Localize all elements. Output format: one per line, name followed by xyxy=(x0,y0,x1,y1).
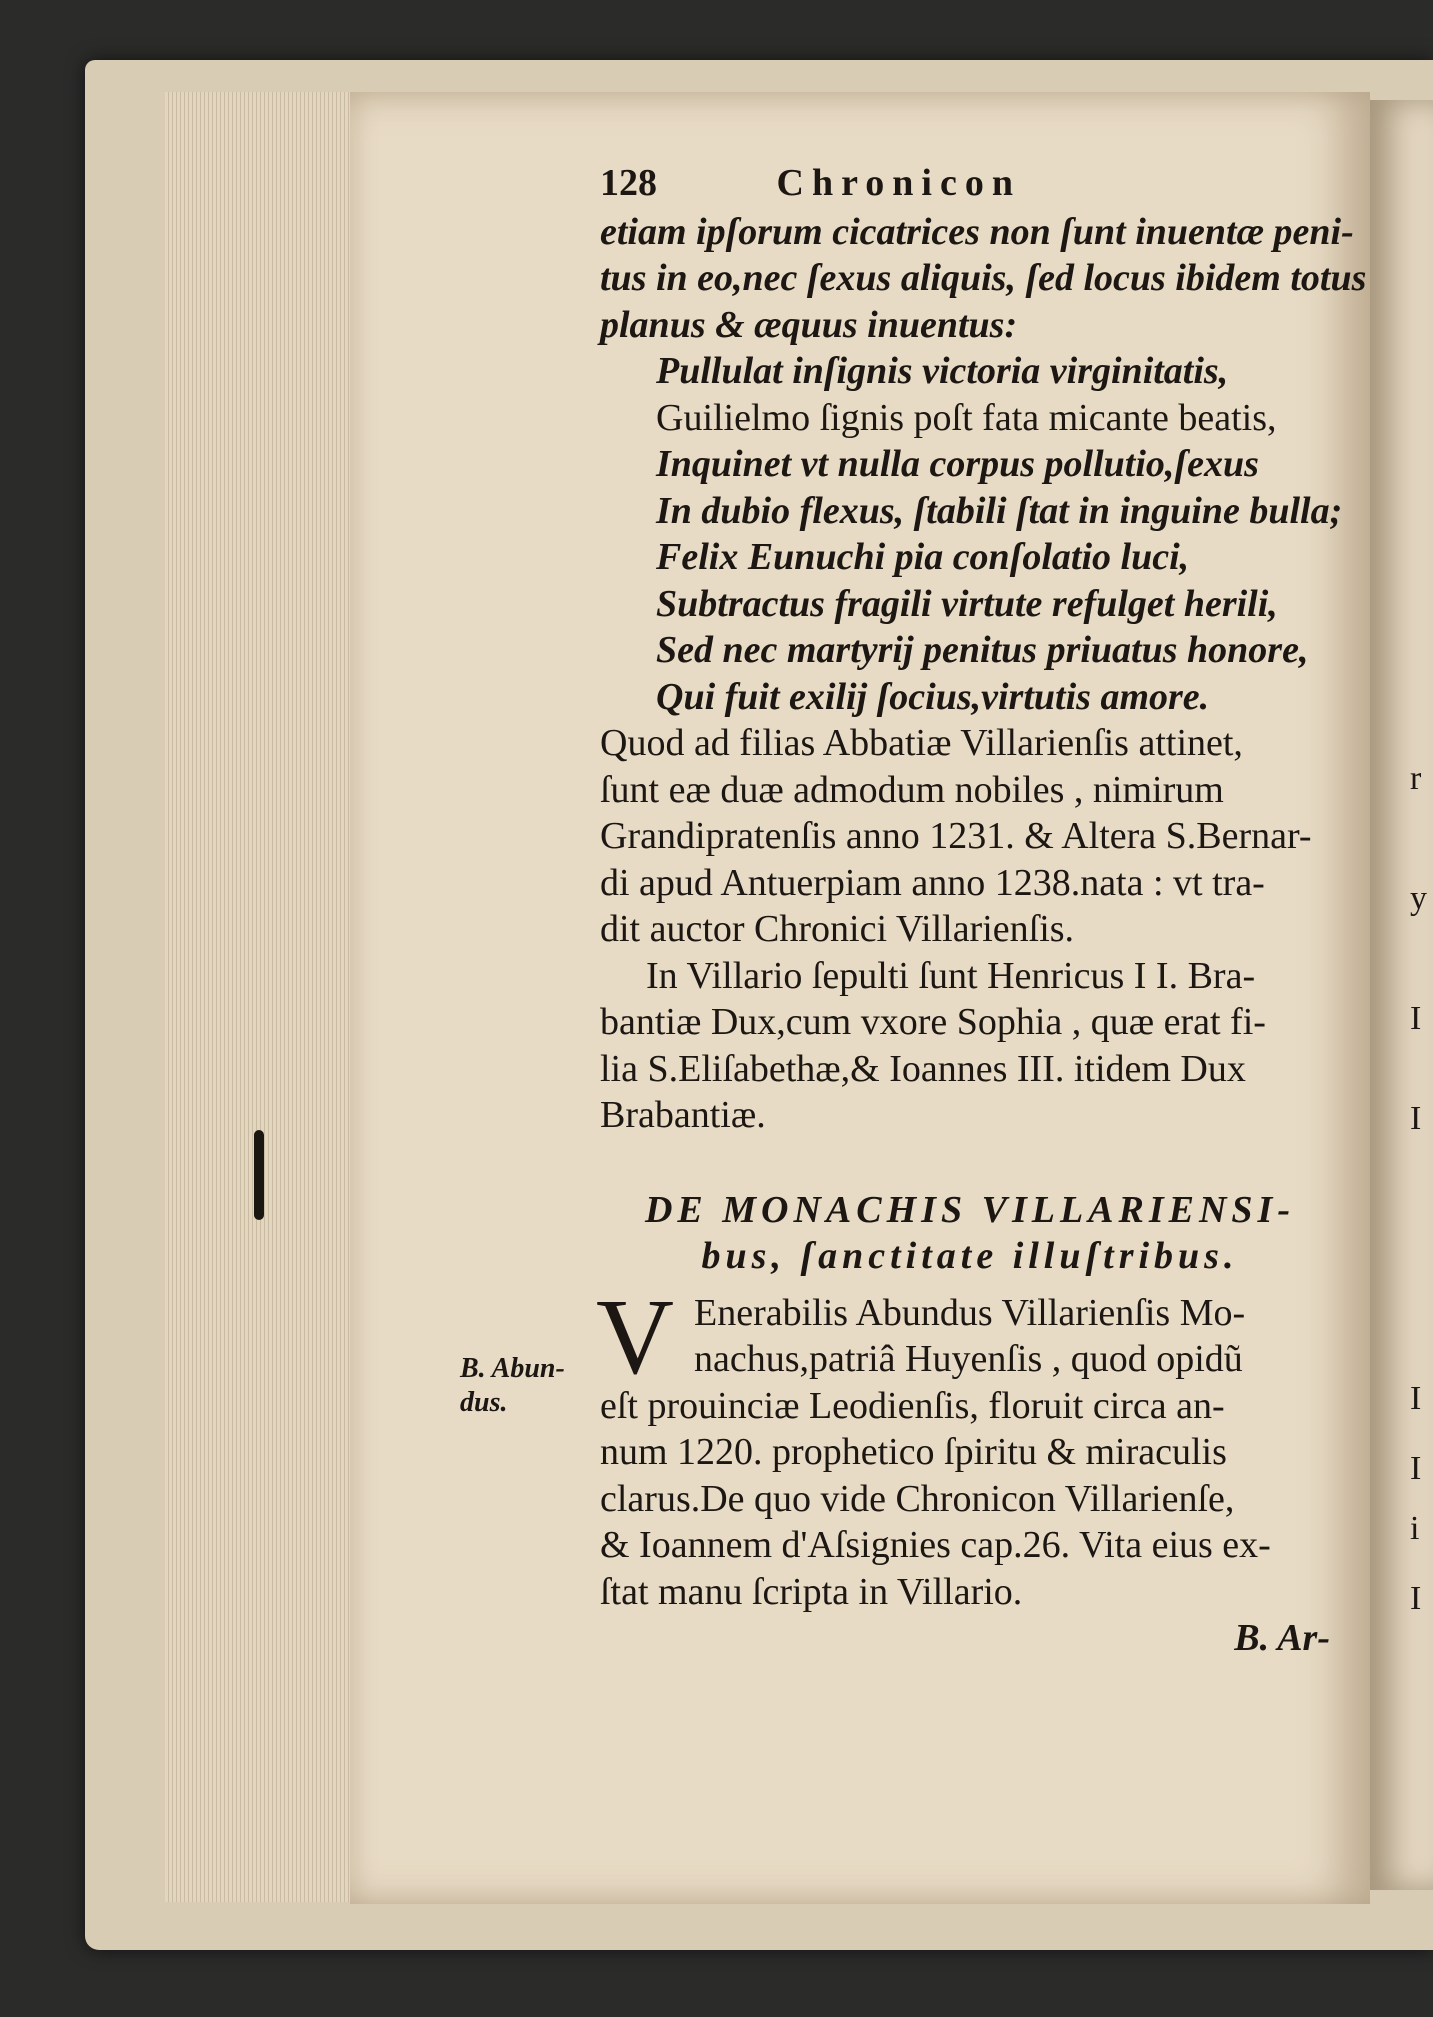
text-line: tus in eo,nec ſexus aliquis, ſed locus ibidem totus xyxy=(600,257,1367,299)
catchword: B. Ar- xyxy=(1234,1617,1330,1659)
text-line: Felix Eunuchi pia conſolatio luci, xyxy=(656,536,1190,578)
text-line: di apud Antuerpiam anno 1238.nata : vt tra- xyxy=(600,861,1265,904)
facing-page-glyph: r xyxy=(1410,760,1422,797)
running-header xyxy=(600,160,1340,207)
section-heading xyxy=(600,1187,1340,1280)
page-text xyxy=(596,160,1367,1662)
text-line: bantiæ Dux,cum vxore Sophia , quæ erat fi- xyxy=(600,1001,1266,1043)
paragraph-line: & Ioannem d'Aſsignies cap.26. Vita eius ex- xyxy=(600,1524,1271,1566)
paragraph-line: num 1220. prophetico ſpiritu & miraculis xyxy=(600,1431,1227,1473)
text-line: ſunt eæ duæ admodum nobiles , nimirum xyxy=(600,768,1224,811)
margin-note xyxy=(460,1352,565,1420)
drop-capital: V xyxy=(596,1277,674,1397)
body-lines xyxy=(600,209,1367,1139)
facing-page-glyph: y xyxy=(1410,880,1427,917)
paragraph-line: Enerabilis Abundus Villarienſis Mo- xyxy=(694,1291,1246,1334)
text-line: Sed nec martyrij penitus priuatus honore, xyxy=(656,629,1309,671)
text-line: In Villario ſepulti ſunt Henricus I I. Bra- xyxy=(646,954,1256,997)
text-line: Grandipratenſis anno 1231. & Altera S.Bernar- xyxy=(600,815,1312,857)
paragraph-line: ſtat manu ſcripta in Villario. xyxy=(600,1570,1023,1613)
heading-line: bus, ſanctitate illuſtribus. xyxy=(701,1235,1239,1277)
facing-page-glyph: I xyxy=(1410,1380,1422,1417)
paragraph-line: nachus,patriâ Huyenſis , quod opidũ xyxy=(694,1338,1243,1380)
facing-page-glyph: I xyxy=(1410,1000,1422,1037)
margin-note-line: dus. xyxy=(460,1387,508,1418)
page-number: 128 xyxy=(600,162,657,204)
paragraph xyxy=(596,1277,1340,1616)
text-line: etiam ipſorum cicatrices non ſunt inuentæ peni- xyxy=(600,210,1354,253)
facing-page-edge xyxy=(1370,100,1433,1890)
facing-page-glyph: I xyxy=(1410,1100,1422,1137)
text-line: Qui fuit exilij ſocius,virtutis amore. xyxy=(656,675,1210,718)
text-line: planus & æquus inuentus: xyxy=(600,303,1018,346)
facing-page-glyph: I xyxy=(1410,1580,1422,1617)
text-line: Brabantiæ. xyxy=(600,1094,766,1136)
margin-note-line: B. Abun- xyxy=(460,1353,565,1384)
text-line: dit auctor Chronici Villarienſis. xyxy=(600,908,1075,950)
text-line: Inquinet vt nulla corpus pollutio,ſexus xyxy=(656,443,1259,485)
text-line: In dubio flexus, ſtabili ſtat in inguine bulla; xyxy=(656,489,1343,532)
page-edges xyxy=(165,92,355,1902)
text-line: lia S.Eliſabethæ,& Ioannes III. itidem Dux xyxy=(600,1047,1246,1090)
facing-page-glyph: i xyxy=(1410,1510,1420,1547)
text-line: Pullulat inſignis victoria virginitatis, xyxy=(656,350,1229,392)
heading-line: DE MONACHIS VILLARIENSI- xyxy=(644,1188,1296,1231)
paragraph-line: eſt prouinciæ Leodienſis, floruit circa an- xyxy=(600,1384,1225,1427)
text-line: Guilielmo ſignis poſt fata micante beatis, xyxy=(656,396,1277,439)
text-line: Quod ad filias Abbatiæ Villarienſis attinet, xyxy=(600,722,1243,764)
bookmark-ribbon xyxy=(254,1130,264,1220)
running-title: Chronicon xyxy=(776,162,1021,204)
paragraph-line: clarus.De quo vide Chronicon Villarienſe, xyxy=(600,1477,1235,1520)
text-line: Subtractus fragili virtute refulget herili, xyxy=(656,582,1278,625)
facing-page-glyph: I xyxy=(1410,1450,1422,1487)
